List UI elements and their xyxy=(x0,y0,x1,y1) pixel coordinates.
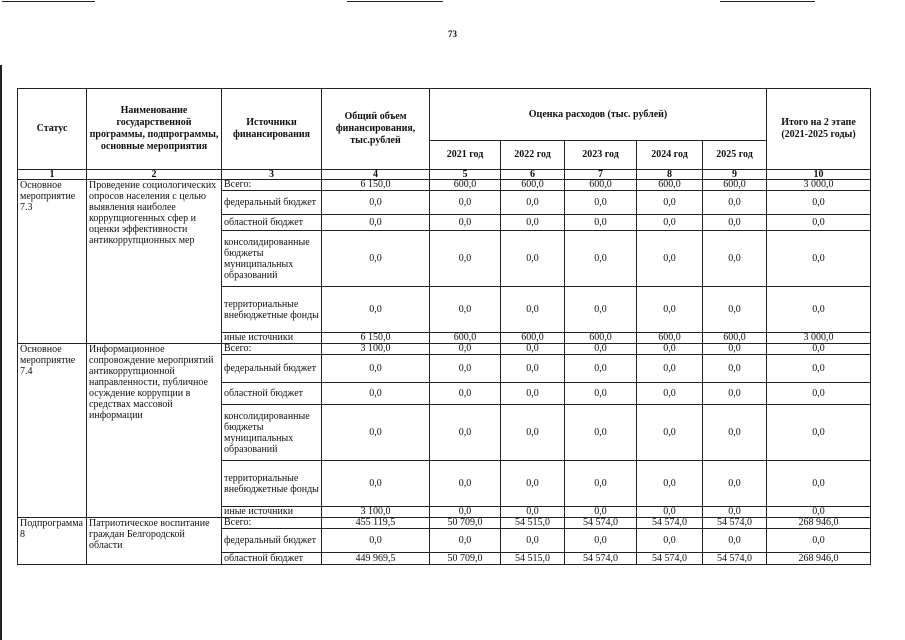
amount-cell: 0,0 xyxy=(322,215,430,231)
amount-cell: 3 000,0 xyxy=(767,180,871,191)
amount-cell: 3 100,0 xyxy=(322,344,430,355)
amount-cell: 0,0 xyxy=(767,529,871,553)
header-sources: Источники финансирования xyxy=(222,89,322,170)
header-year-2022: 2022 год xyxy=(501,141,565,170)
amount-cell: 0,0 xyxy=(565,529,637,553)
amount-cell: 0,0 xyxy=(703,383,767,405)
column-number: 3 xyxy=(222,170,322,180)
amount-cell: 54 574,0 xyxy=(637,553,703,565)
top-rule-center xyxy=(347,1,443,2)
amount-cell: 0,0 xyxy=(430,461,501,507)
amount-cell: 0,0 xyxy=(430,383,501,405)
section-name: Информационное сопровождение мероприятий антикоррупционной направленности, публичное осуждение коррупции в средствах массовой информации xyxy=(87,344,222,518)
amount-cell: 0,0 xyxy=(501,344,565,355)
amount-cell: 0,0 xyxy=(637,405,703,461)
amount-cell: 600,0 xyxy=(703,333,767,344)
amount-cell: 455 119,5 xyxy=(322,518,430,529)
amount-cell: 0,0 xyxy=(703,355,767,383)
amount-cell: 0,0 xyxy=(322,287,430,333)
table-body xyxy=(18,180,871,565)
header-year-2025: 2025 год xyxy=(703,141,767,170)
header-year-2024: 2024 год xyxy=(637,141,703,170)
amount-cell: 600,0 xyxy=(703,180,767,191)
amount-cell: 0,0 xyxy=(637,461,703,507)
top-rule-left xyxy=(2,1,95,2)
section-name: Патриотическое воспитание граждан Белгородской области xyxy=(87,518,222,565)
funding-source: Всего: xyxy=(222,180,322,191)
amount-cell: 0,0 xyxy=(767,405,871,461)
amount-cell: 0,0 xyxy=(322,529,430,553)
amount-cell: 0,0 xyxy=(430,405,501,461)
amount-cell: 0,0 xyxy=(501,287,565,333)
amount-cell: 54 574,0 xyxy=(637,518,703,529)
amount-cell: 0,0 xyxy=(767,287,871,333)
amount-cell: 0,0 xyxy=(501,355,565,383)
amount-cell: 0,0 xyxy=(565,287,637,333)
column-number: 10 xyxy=(767,170,871,180)
column-number: 5 xyxy=(430,170,501,180)
amount-cell: 0,0 xyxy=(501,383,565,405)
amount-cell: 50 709,0 xyxy=(430,518,501,529)
amount-cell: 0,0 xyxy=(501,231,565,287)
amount-cell: 0,0 xyxy=(565,231,637,287)
amount-cell: 0,0 xyxy=(501,191,565,215)
amount-cell: 50 709,0 xyxy=(430,553,501,565)
amount-cell: 0,0 xyxy=(501,215,565,231)
column-number: 8 xyxy=(637,170,703,180)
amount-cell: 0,0 xyxy=(637,529,703,553)
section-status: Подпрограмма 8 xyxy=(18,518,87,565)
funding-source: консолидированные бюджеты муниципальных образований xyxy=(222,231,322,287)
section-name: Проведение социологических опросов населения с целью выявления наиболее коррупциогенных сфер и оценки эффективности антикоррупционных мер xyxy=(87,180,222,344)
header-name: Наименование государственной программы, подпрограммы, основные мероприятия xyxy=(87,89,222,170)
amount-cell: 0,0 xyxy=(565,355,637,383)
amount-cell: 0,0 xyxy=(703,191,767,215)
amount-cell: 0,0 xyxy=(501,461,565,507)
amount-cell: 0,0 xyxy=(565,191,637,215)
amount-cell: 0,0 xyxy=(637,231,703,287)
funding-source: федеральный бюджет xyxy=(222,529,322,553)
amount-cell: 0,0 xyxy=(322,191,430,215)
amount-cell: 600,0 xyxy=(565,180,637,191)
amount-cell: 0,0 xyxy=(322,231,430,287)
amount-cell: 0,0 xyxy=(767,383,871,405)
header-status: Статус xyxy=(18,89,87,170)
column-number: 7 xyxy=(565,170,637,180)
amount-cell: 6 150,0 xyxy=(322,333,430,344)
amount-cell: 0,0 xyxy=(322,355,430,383)
amount-cell: 0,0 xyxy=(430,231,501,287)
header-year-2021: 2021 год xyxy=(430,141,501,170)
amount-cell: 600,0 xyxy=(501,333,565,344)
amount-cell: 0,0 xyxy=(565,215,637,231)
amount-cell: 0,0 xyxy=(637,383,703,405)
header-estimate: Оценка расходов (тыс. рублей) xyxy=(430,89,767,141)
left-margin-rule xyxy=(0,65,2,640)
table-row xyxy=(18,344,871,355)
amount-cell: 600,0 xyxy=(430,180,501,191)
column-number: 1 xyxy=(18,170,87,180)
amount-cell: 600,0 xyxy=(430,333,501,344)
amount-cell: 268 946,0 xyxy=(767,553,871,565)
funding-source: областной бюджет xyxy=(222,383,322,405)
column-number-row xyxy=(18,170,871,180)
amount-cell: 0,0 xyxy=(703,405,767,461)
amount-cell: 0,0 xyxy=(703,215,767,231)
amount-cell: 0,0 xyxy=(767,344,871,355)
amount-cell: 268 946,0 xyxy=(767,518,871,529)
amount-cell: 0,0 xyxy=(430,287,501,333)
amount-cell: 0,0 xyxy=(637,215,703,231)
amount-cell: 0,0 xyxy=(322,461,430,507)
amount-cell: 0,0 xyxy=(637,344,703,355)
amount-cell: 0,0 xyxy=(430,529,501,553)
header-year-2023: 2023 год xyxy=(565,141,637,170)
column-number: 2 xyxy=(87,170,222,180)
amount-cell: 0,0 xyxy=(767,507,871,518)
amount-cell: 0,0 xyxy=(322,383,430,405)
section-status: Основное мероприятие 7.4 xyxy=(18,344,87,518)
funding-source: территориальные внебюджетные фонды xyxy=(222,287,322,333)
amount-cell: 54 574,0 xyxy=(565,553,637,565)
header-stage-total: Итого на 2 этапе (2021-2025 годы) xyxy=(767,89,871,170)
amount-cell: 54 574,0 xyxy=(565,518,637,529)
budget-table xyxy=(17,88,871,565)
amount-cell: 0,0 xyxy=(637,507,703,518)
amount-cell: 0,0 xyxy=(565,507,637,518)
page-number: 73 xyxy=(448,29,457,39)
amount-cell: 0,0 xyxy=(767,215,871,231)
amount-cell: 0,0 xyxy=(501,507,565,518)
amount-cell: 0,0 xyxy=(767,191,871,215)
amount-cell: 600,0 xyxy=(637,333,703,344)
funding-source: областной бюджет xyxy=(222,553,322,565)
amount-cell: 3 000,0 xyxy=(767,333,871,344)
amount-cell: 54 574,0 xyxy=(703,553,767,565)
funding-source: Всего: xyxy=(222,344,322,355)
amount-cell: 6 150,0 xyxy=(322,180,430,191)
amount-cell: 0,0 xyxy=(767,231,871,287)
funding-source: федеральный бюджет xyxy=(222,191,322,215)
amount-cell: 0,0 xyxy=(637,287,703,333)
top-rule-right xyxy=(720,1,815,2)
amount-cell: 0,0 xyxy=(565,461,637,507)
amount-cell: 0,0 xyxy=(430,191,501,215)
amount-cell: 0,0 xyxy=(430,215,501,231)
funding-source: федеральный бюджет xyxy=(222,355,322,383)
amount-cell: 0,0 xyxy=(501,529,565,553)
column-number: 6 xyxy=(501,170,565,180)
section-status: Основное мероприятие 7.3 xyxy=(18,180,87,344)
column-number: 4 xyxy=(322,170,430,180)
amount-cell: 54 574,0 xyxy=(703,518,767,529)
funding-source: областной бюджет xyxy=(222,215,322,231)
amount-cell: 0,0 xyxy=(703,507,767,518)
amount-cell: 600,0 xyxy=(565,333,637,344)
header-total-volume: Общий объем финансирования, тыс.рублей xyxy=(322,89,430,170)
amount-cell: 0,0 xyxy=(501,405,565,461)
funding-source: иные источники xyxy=(222,507,322,518)
amount-cell: 0,0 xyxy=(565,383,637,405)
amount-cell: 0,0 xyxy=(322,405,430,461)
amount-cell: 0,0 xyxy=(703,344,767,355)
table-row xyxy=(18,518,871,529)
amount-cell: 0,0 xyxy=(767,461,871,507)
amount-cell: 0,0 xyxy=(565,344,637,355)
amount-cell: 600,0 xyxy=(637,180,703,191)
amount-cell: 0,0 xyxy=(637,191,703,215)
amount-cell: 0,0 xyxy=(637,355,703,383)
amount-cell: 54 515,0 xyxy=(501,518,565,529)
amount-cell: 449 969,5 xyxy=(322,553,430,565)
amount-cell: 0,0 xyxy=(703,231,767,287)
funding-source: Всего: xyxy=(222,518,322,529)
amount-cell: 0,0 xyxy=(430,355,501,383)
amount-cell: 0,0 xyxy=(430,344,501,355)
amount-cell: 600,0 xyxy=(501,180,565,191)
funding-source: консолидированные бюджеты муниципальных образований xyxy=(222,405,322,461)
table-row xyxy=(18,180,871,191)
amount-cell: 0,0 xyxy=(565,405,637,461)
amount-cell: 0,0 xyxy=(430,507,501,518)
funding-source: иные источники xyxy=(222,333,322,344)
amount-cell: 3 100,0 xyxy=(322,507,430,518)
amount-cell: 0,0 xyxy=(767,355,871,383)
amount-cell: 0,0 xyxy=(703,287,767,333)
amount-cell: 0,0 xyxy=(703,529,767,553)
amount-cell: 54 515,0 xyxy=(501,553,565,565)
amount-cell: 0,0 xyxy=(703,461,767,507)
column-number: 9 xyxy=(703,170,767,180)
funding-source: территориальные внебюджетные фонды xyxy=(222,461,322,507)
